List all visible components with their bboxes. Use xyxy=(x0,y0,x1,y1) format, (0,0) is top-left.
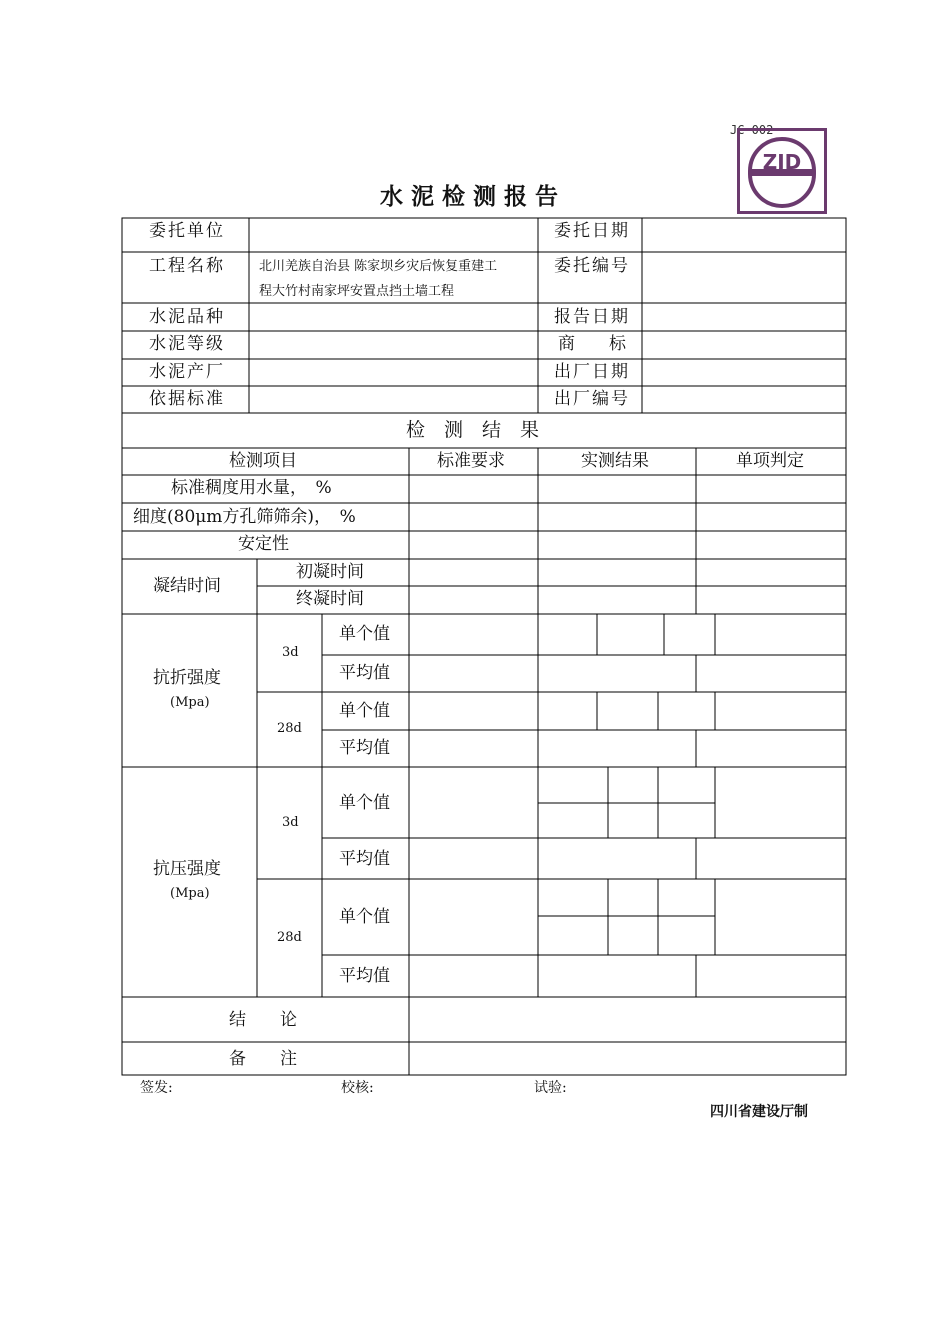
initial-set-label: 初凝时间 xyxy=(296,562,364,582)
entrust-no-label: 委托编号 xyxy=(554,256,630,276)
compressive-3d-label: 3d xyxy=(282,815,299,830)
results-section-title: 检 测 结 果 xyxy=(406,419,540,441)
fineness-label: 细度(80μm方孔筛筛余)， % xyxy=(133,507,356,527)
compressive-3d-average-label: 平均值 xyxy=(339,849,390,869)
final-set-label: 终凝时间 xyxy=(296,589,364,609)
flexural-28d-label: 28d xyxy=(277,721,302,736)
form-code: JC-002 xyxy=(730,123,774,137)
col-measured-header: 实测结果 xyxy=(581,451,649,471)
flexural-28d-average-label: 平均值 xyxy=(339,738,390,758)
compressive-unit-label: (Mpa) xyxy=(170,886,210,901)
flexural-3d-average-label: 平均值 xyxy=(339,663,390,683)
conclusion-label: 结 论 xyxy=(229,1010,297,1030)
cement-grade-label: 水泥等级 xyxy=(149,334,225,354)
compressive-28d-label: 28d xyxy=(277,930,302,945)
flexural-3d-label: 3d xyxy=(282,645,299,660)
flexural-unit-label: (Mpa) xyxy=(170,695,210,710)
compressive-3d-single-label: 单个值 xyxy=(339,793,390,813)
factory-date-label: 出厂日期 xyxy=(554,362,630,382)
project-name-label: 工程名称 xyxy=(149,256,225,276)
flexural-3d-single-label: 单个值 xyxy=(339,624,390,644)
cement-factory-label: 水泥产厂 xyxy=(149,362,225,382)
cement-type-label: 水泥品种 xyxy=(149,307,225,327)
factory-no-label: 出厂编号 xyxy=(554,389,630,409)
page-title: 水泥检测报告 xyxy=(380,184,566,210)
soundness-label: 安定性 xyxy=(238,534,289,554)
report-date-label: 报告日期 xyxy=(554,307,630,327)
remarks-label: 备 注 xyxy=(229,1049,297,1069)
col-judgement-header: 单项判定 xyxy=(736,451,804,471)
standard-label: 依据标准 xyxy=(149,389,225,409)
project-name-value-line2: 程大竹村南家坪安置点挡土墙工程 xyxy=(259,284,455,299)
issuer-mark: 四川省建设厅制 xyxy=(710,1104,808,1120)
compressive-28d-average-label: 平均值 xyxy=(339,966,390,986)
col-requirement-header: 标准要求 xyxy=(437,451,505,471)
tested-by-label: 试验: xyxy=(534,1080,567,1096)
col-item-header: 检测项目 xyxy=(229,451,297,471)
client-unit-label: 委托单位 xyxy=(149,221,225,241)
compressive-strength-label: 抗压强度 xyxy=(153,859,221,879)
trademark-label: 商 标 xyxy=(558,334,626,354)
logo-text: ZJD xyxy=(762,150,802,174)
flexural-strength-label: 抗折强度 xyxy=(153,668,221,688)
compressive-28d-single-label: 单个值 xyxy=(339,907,390,927)
project-name-value-line1: 北川羌族自治县 陈家坝乡灾后恢复重建工 xyxy=(259,259,498,274)
flexural-28d-single-label: 单个值 xyxy=(339,701,390,721)
setting-time-label: 凝结时间 xyxy=(153,576,221,596)
consistency-label: 标准稠度用水量， % xyxy=(171,478,332,498)
entrust-date-label: 委托日期 xyxy=(554,221,630,241)
checked-by-label: 校核: xyxy=(341,1080,374,1096)
issued-by-label: 签发: xyxy=(140,1080,173,1096)
